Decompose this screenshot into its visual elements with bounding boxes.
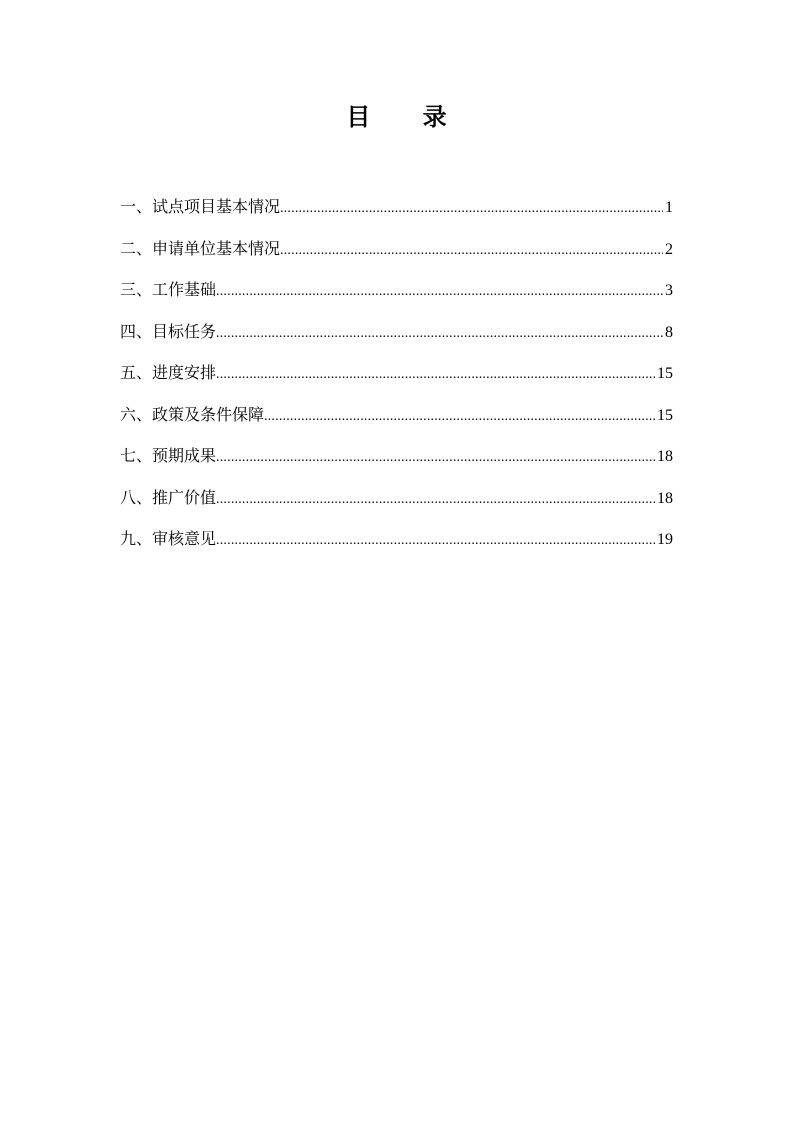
toc-entry-7[interactable] (120, 441, 673, 483)
toc-entry-label: 五、进度安排 (120, 363, 217, 382)
toc-dot-leader (280, 236, 663, 266)
toc-page-number: 18 (657, 448, 673, 465)
toc-page-number: 15 (657, 365, 673, 382)
toc-page-number: 8 (665, 323, 673, 341)
toc-entry-5[interactable] (120, 358, 673, 400)
toc-entry-label: 三、工作基础 (120, 280, 217, 299)
toc-page-number: 3 (665, 282, 673, 299)
toc-dot-leader (216, 443, 655, 473)
table-of-contents (120, 192, 673, 566)
toc-page-number: 18 (657, 489, 673, 507)
toc-entry-label: 六、政策及条件保障 (120, 404, 265, 424)
toc-entry-label: 八、推广价值 (120, 487, 217, 507)
toc-entry-4[interactable] (120, 317, 673, 359)
toc-page-number: 19 (657, 531, 673, 548)
toc-page-number: 15 (657, 406, 673, 424)
toc-entry-8[interactable] (120, 483, 673, 525)
toc-entry-label: 七、预期成果 (120, 446, 217, 465)
toc-dot-leader (216, 526, 655, 556)
toc-entry-label: 二、申请单位基本情况 (120, 238, 281, 258)
toc-entry-label: 四、目标任务 (120, 321, 217, 341)
toc-entry-label: 一、试点项目基本情况 (120, 197, 281, 216)
toc-page-number: 1 (665, 199, 673, 216)
toc-dot-leader (216, 360, 655, 390)
toc-dot-leader (216, 277, 663, 307)
toc-entry-2[interactable] (120, 234, 673, 276)
toc-dot-leader (216, 319, 663, 349)
toc-entry-6[interactable] (120, 400, 673, 442)
toc-title: 目 录 (346, 103, 469, 131)
toc-dot-leader (264, 402, 655, 432)
toc-entry-3[interactable] (120, 275, 673, 317)
toc-dot-leader (216, 485, 655, 515)
toc-entry-1[interactable] (120, 192, 673, 234)
toc-entry-label: 九、审核意见 (120, 529, 217, 548)
toc-dot-leader (280, 194, 663, 224)
toc-entry-9[interactable] (120, 524, 673, 566)
toc-page-number: 2 (665, 240, 673, 258)
